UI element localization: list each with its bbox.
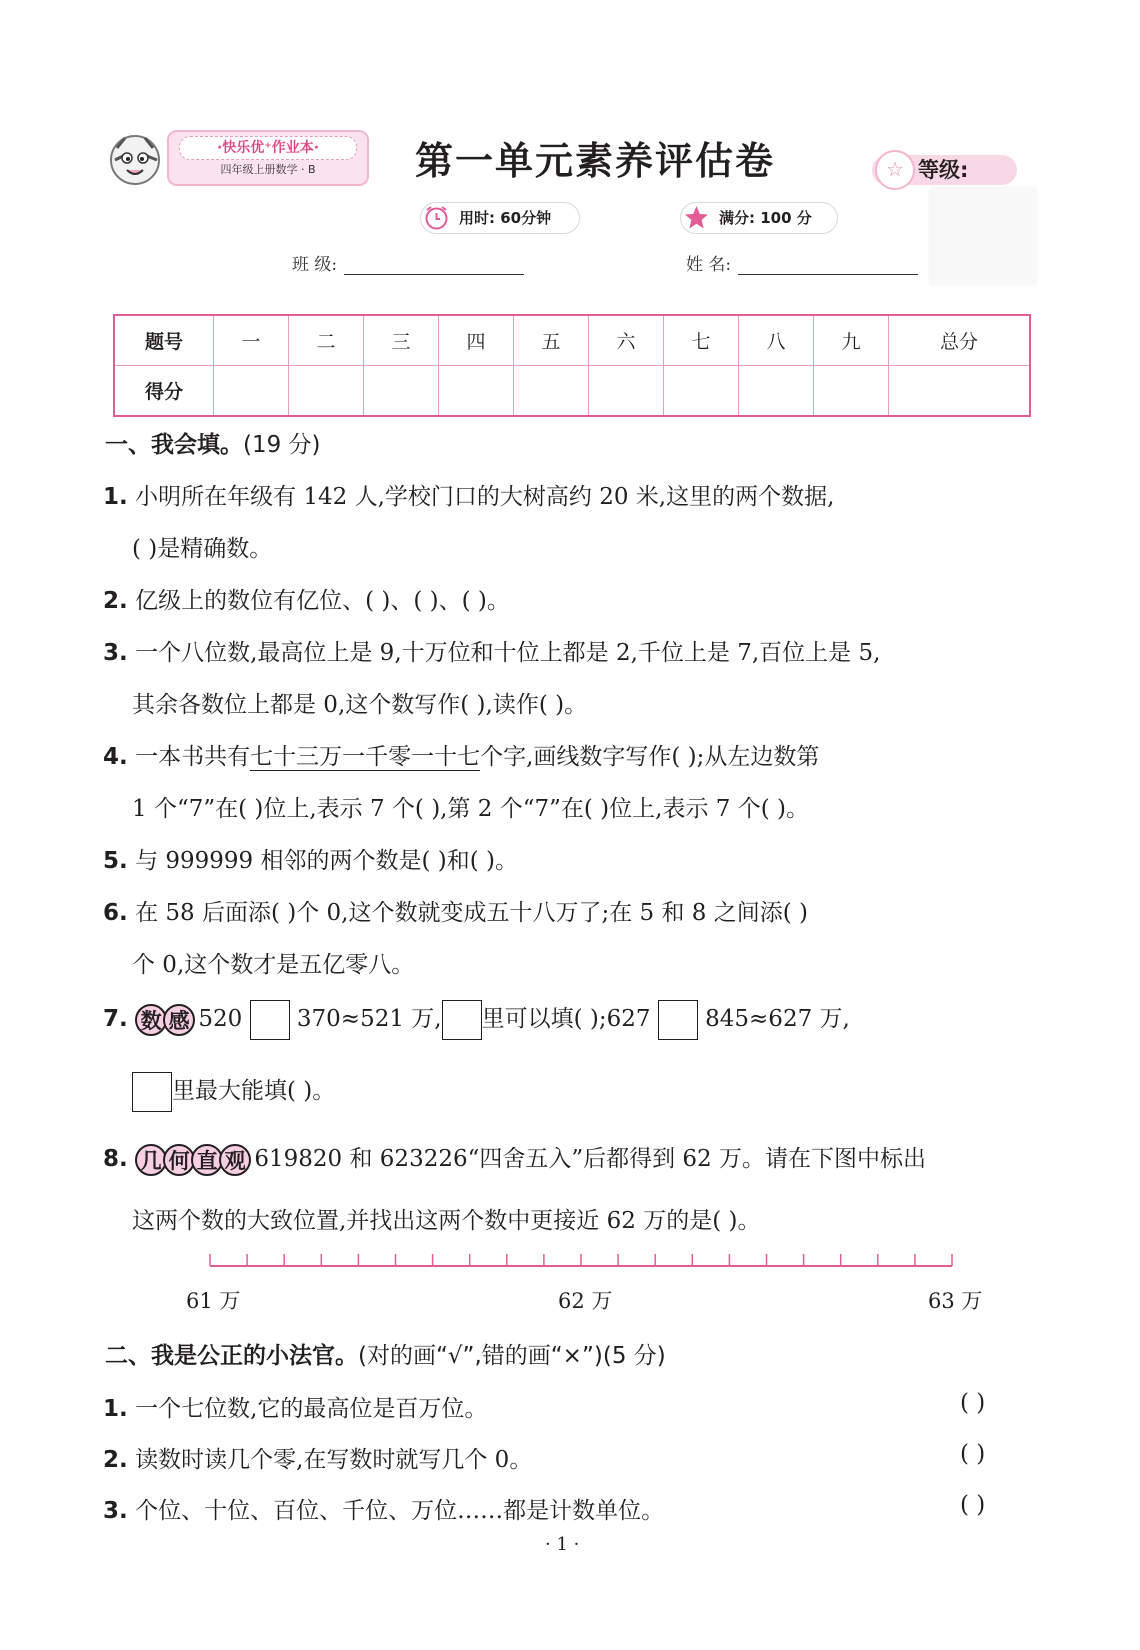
- score-cell[interactable]: [664, 366, 739, 417]
- star-icon: [683, 204, 710, 231]
- tag-badge: 数: [135, 1004, 167, 1036]
- time-label: 用时: 60分钟: [459, 209, 552, 227]
- section-title: 一、我会填。: [105, 432, 243, 458]
- alarm-clock-icon: [423, 204, 450, 231]
- brand-subtitle: 四年级上册数学 · B: [220, 163, 316, 176]
- table-cell: 七: [664, 315, 739, 366]
- brand-badge: [105, 128, 367, 186]
- question-text: 370≈521 万,: [296, 1006, 442, 1032]
- score-cell[interactable]: [514, 366, 589, 417]
- question-number: 1.: [103, 484, 128, 510]
- tick-label-61: 61 万: [186, 1289, 241, 1313]
- answer-box[interactable]: [442, 1000, 482, 1040]
- score-label: 满分: 100 分: [719, 209, 812, 227]
- class-field[interactable]: [344, 273, 524, 275]
- question-number: 1.: [103, 1396, 128, 1422]
- name-field[interactable]: [738, 273, 918, 275]
- tag-badge: 何: [163, 1144, 195, 1176]
- number-line[interactable]: [200, 1248, 970, 1278]
- score-cell[interactable]: [214, 366, 289, 417]
- judge-item: [103, 1441, 532, 1474]
- table-cell: 四: [439, 315, 514, 366]
- question-text: 在 58 后面添( )个 0,这个数就变成五十八万了;在 5 和 8 之间添( ): [135, 900, 808, 926]
- section-2-heading: [105, 1337, 666, 1370]
- tag-badge: 感: [163, 1004, 195, 1036]
- underlined-number-text: 七十三万一千零一十七: [250, 744, 481, 770]
- mascot-icon: [105, 132, 169, 188]
- question-number: 2.: [103, 1447, 128, 1473]
- question-6-cont: 个 0,这个数才是五亿零八。: [132, 952, 415, 978]
- question-text: 读数时读几个零,在写数时就写几个 0。: [135, 1447, 533, 1473]
- section-points: (对的画“√”,错的画“×”)(5 分): [358, 1343, 666, 1369]
- page-number: · 1 ·: [545, 1534, 580, 1555]
- question-number: 5.: [103, 848, 128, 874]
- question-text: 一个八位数,最高位上是 9,十万位和十位上都是 2,千位上是 7,百位上是 5,: [135, 640, 881, 666]
- question-text: 个位、十位、百位、千位、万位……都是计数单位。: [135, 1498, 665, 1524]
- section-points: (19 分): [243, 432, 321, 458]
- answer-paren[interactable]: ( ): [960, 1441, 986, 1467]
- judge-item: [103, 1390, 487, 1423]
- class-label: 班 级:: [292, 255, 338, 275]
- brand-pill: [167, 130, 369, 186]
- answer-paren[interactable]: ( ): [960, 1390, 986, 1416]
- table-cell: 六: [589, 315, 664, 366]
- score-cell[interactable]: [589, 366, 664, 417]
- question-6: [103, 894, 808, 927]
- question-5: [103, 842, 518, 875]
- table-row: [114, 315, 1030, 366]
- score-cell[interactable]: [889, 366, 1031, 417]
- question-8-cont: 这两个数的大致位置,并找出这两个数中更接近 62 万的是( )。: [132, 1208, 761, 1234]
- table-cell: 八: [739, 315, 814, 366]
- question-4-cont: 1 个“7”在( )位上,表示 7 个( ),第 2 个“7”在( )位上,表示 7 个( )。: [132, 796, 809, 822]
- question-text: 里最大能填( )。: [172, 1078, 336, 1104]
- question-number: 2.: [103, 588, 128, 614]
- table-header-cell: 得分: [114, 366, 214, 417]
- question-number: 3.: [103, 1498, 128, 1524]
- question-text: 里可以填( );627: [481, 1006, 651, 1032]
- brand-name: ·快乐优⁺作业本·: [179, 136, 357, 160]
- question-text: 520: [198, 1006, 243, 1032]
- question-1: [103, 478, 834, 511]
- score-cell[interactable]: [364, 366, 439, 417]
- question-number: 3.: [103, 640, 128, 666]
- question-text: 一本书共有: [135, 744, 251, 770]
- table-cell: 一: [214, 315, 289, 366]
- table-cell: 九: [814, 315, 889, 366]
- score-pill: [680, 202, 838, 234]
- table-cell: 总分: [889, 315, 1031, 366]
- question-number: 6.: [103, 900, 128, 926]
- answer-box[interactable]: [132, 1072, 172, 1112]
- question-7-cont: [132, 1072, 335, 1112]
- answer-box[interactable]: [658, 1000, 698, 1040]
- answer-box[interactable]: [250, 1000, 290, 1040]
- table-cell: 五: [514, 315, 589, 366]
- answer-paren[interactable]: ( ): [960, 1492, 986, 1518]
- number-line-ticks: [210, 1254, 952, 1266]
- tick-label-63: 63 万: [928, 1289, 983, 1313]
- tag-badge: 观: [219, 1144, 251, 1176]
- score-cell[interactable]: [739, 366, 814, 417]
- table-cell: 二: [289, 315, 364, 366]
- question-1-cont: ( )是精确数。: [132, 536, 273, 562]
- judge-item: [103, 1492, 664, 1525]
- section-title: 二、我是公正的小法官。: [105, 1343, 358, 1369]
- table-header-cell: 题号: [114, 315, 214, 366]
- question-text: 个字,画线数字写作( );从左边数第: [480, 744, 820, 770]
- score-cell[interactable]: [289, 366, 364, 417]
- table-row: [114, 366, 1030, 417]
- page-title: 第一单元素养评估卷: [414, 139, 775, 183]
- question-text: 小明所在年级有 142 人,学校门口的大树高约 20 米,这里的两个数据,: [135, 484, 835, 510]
- question-7: [103, 1000, 850, 1040]
- question-number: 7.: [103, 1006, 128, 1032]
- question-4: [103, 738, 819, 771]
- grade-box[interactable]: [930, 188, 1036, 284]
- question-text: 与 999999 相邻的两个数是( )和( )。: [135, 848, 518, 874]
- question-text: 亿级上的数位有亿位、( )、( )、( )。: [135, 588, 510, 614]
- section-1-heading: [105, 426, 321, 459]
- score-table: [113, 314, 1031, 417]
- question-text: 845≈627 万,: [705, 1006, 850, 1032]
- grade-label: 等级:: [918, 158, 969, 182]
- question-text: 一个七位数,它的最高位是百万位。: [135, 1396, 488, 1422]
- tick-label-62: 62 万: [558, 1289, 613, 1313]
- table-cell: 三: [364, 315, 439, 366]
- question-3: [103, 634, 880, 667]
- score-cell[interactable]: [814, 366, 889, 417]
- tag-badge: 直: [191, 1144, 223, 1176]
- question-text: 619820 和 623226“四舍五入”后都得到 62 万。请在下图中标出: [254, 1146, 927, 1172]
- tag-badge: 几: [135, 1144, 167, 1176]
- question-3-cont: 其余各数位上都是 0,这个数写作( ),读作( )。: [132, 692, 588, 718]
- score-cell[interactable]: [439, 366, 514, 417]
- question-2: [103, 582, 510, 615]
- star-icon: ☆: [875, 150, 915, 190]
- question-number: 4.: [103, 744, 128, 770]
- question-8: [103, 1140, 926, 1176]
- question-number: 8.: [103, 1146, 128, 1172]
- name-label: 姓 名:: [686, 255, 732, 275]
- time-pill: [420, 202, 580, 234]
